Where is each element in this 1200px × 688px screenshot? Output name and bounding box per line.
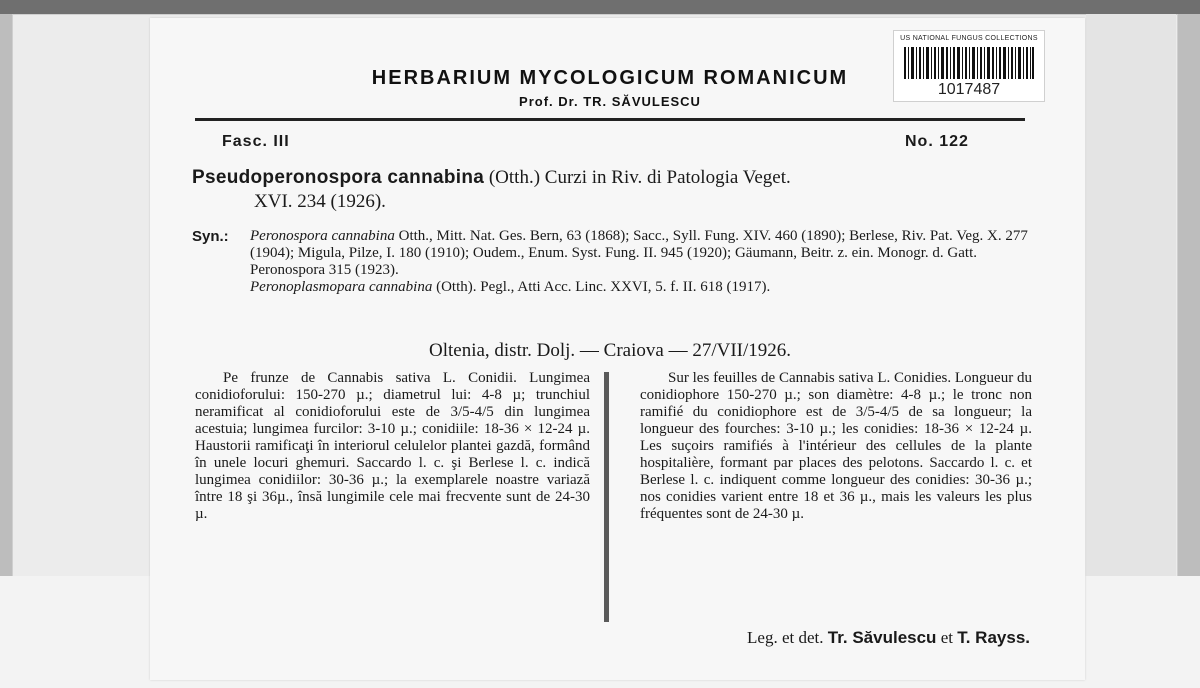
collector-joiner: et — [940, 628, 953, 647]
locality: Oltenia, distr. Dolj. — Craiova — 27/VII/1926. — [428, 340, 791, 361]
collector-prefix: Leg. et det. — [747, 628, 824, 647]
synonym-1-text: Otth., Mitt. Nat. Ges. Bern, 63 (1868); Sacc., Syll. Fung. XIV. 460 (1890); Berlese, Riv. Pat. Veg. X. 277 (1904); Migula, Pilze, I. 180 (1910); Oudem., Enum. Syst. Fung. II. 945 (1920); Gäumann, Beitr. z. ein. Monogr. d. Gatt. Peronospora 315 (1923). — [250, 228, 1028, 278]
species-name: Pseudoperonospora cannabina — [192, 167, 485, 188]
synonym-2-name: Peronoplasmopara cannabina — [250, 279, 433, 295]
specimen-number: No. 122 — [905, 133, 969, 150]
synonyms-label: Syn.: — [192, 228, 229, 245]
collector-name-2: T. Rayss. — [957, 628, 1030, 647]
header-rule — [195, 118, 1025, 121]
synonym-1-name: Peronospora cannabina — [250, 228, 395, 244]
collector-line — [560, 628, 1030, 648]
top-band — [0, 0, 1200, 14]
barcode-bars — [904, 47, 1034, 79]
barcode-number: 1017487 — [937, 81, 1001, 98]
fascicle: Fasc. III — [222, 133, 290, 150]
barcode-caption: US NATIONAL FUNGUS COLLECTIONS — [900, 35, 1038, 42]
herbarium-subtitle: Prof. Dr. TR. SĂVULESCU — [519, 94, 701, 109]
herbarium-title: HERBARIUM MYCOLOGICUM ROMANICUM — [371, 67, 849, 89]
species-heading — [192, 166, 1032, 214]
description-romanian-text: Pe frunze de Cannabis sativa L. Conidii. Lungimea conidioforului: 150-270 µ.; diametrul lui: 4-8 µ; trunchiul neramificat al conidioforului este de 3/5-4/5 din lungimea acestuia; lungimea furcilor: 3-10 µ.; conidiile: 18-36 × 12-24 µ. Haustorii ramificaţi în interiorul celulelor plantei gazdă, formând în unele locuri ghemuri. Saccardo l. c. şi Berlese l. c. indică lungimea conidiilor: 30-36 µ.; la exemplarele noastre variază între 18 şi 36µ., însă lungimile cele mai frecvente sunt de 24-30 µ. — [195, 370, 590, 522]
synonym-1 — [250, 228, 1030, 279]
description-romanian — [195, 370, 590, 523]
description-french — [640, 370, 1032, 523]
description-french-text: Sur les feuilles de Cannabis sativa L. Conidies. Longueur du conidiophore 150-270 µ.; son diamètre: 4-8 µ.; le tronc non ramifié du conidiophore est de 3/5-4/5 de sa longueur; la longueur des fourches: 3-10 µ.; les conidies: 18-36 × 12-24 µ. Les suçoirs ramifiés à l'intérieur des cellules de la plante hospitalière, formant par places des pelotons. Saccardo l. c. et Berlese l. c. indiquent comme longueur des conidies: 30-36 µ.; nos conidies varient entre 18 et 36 µ., mais les valeurs les plus fréquentes sont de 24-30 µ. — [640, 370, 1032, 522]
collector-name-1: Tr. Săvulescu — [827, 628, 937, 647]
barcode-label — [893, 30, 1045, 102]
synonym-2-text: (Otth). Pegl., Atti Acc. Linc. XXVI, 5. f. II. 618 (1917). — [436, 279, 771, 295]
column-divider — [604, 372, 609, 622]
species-authority: (Otth.) Curzi in Riv. di Patologia Veget. — [488, 167, 791, 188]
synonym-2 — [250, 279, 1030, 296]
species-citation: XVI. 234 (1926). — [254, 191, 386, 212]
synonyms-body — [250, 228, 1030, 296]
envelope-edge — [1086, 14, 1176, 576]
